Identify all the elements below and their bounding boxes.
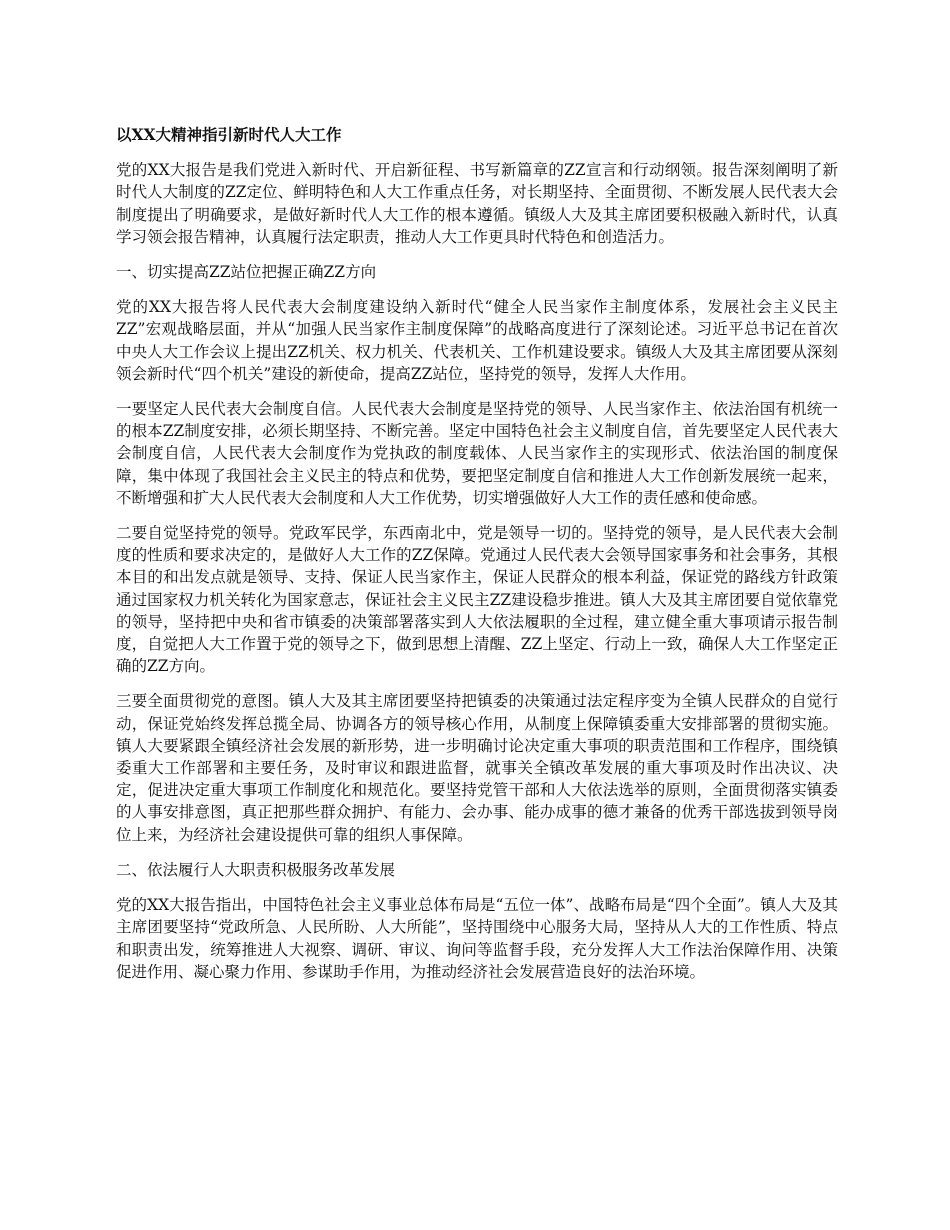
paragraph: 三要全面贯彻党的意图。镇人大及其主席团要坚持把镇委的决策通过法定程序变为全镇人民群众的自觉行动，保证党始终发挥总揽全局、协调各方的领导核心作用，从制度上保障镇委重大安排部署的贯彻实施。镇人大要紧跟全镇经济社会发展的新形势，进一步明确讨论决定重大事项的职责范围和工作程序，围绕镇委重大工作部署和主要任务，及时审议和跟进监督，就事关全镇改革发展的重大事项及时作出决议、决定，促进决定重大事项工作制度化和规范化。要坚持党管干部和人大依法选举的原则，全面贯彻落实镇委的人事安排意图，真正把那些群众拥护、有能力、会办事、能办成事的德才兼备的优秀干部选拔到领导岗位上来，为经济社会建设提供可靠的组织人事保障。 <box>116 692 838 844</box>
intro-paragraph: 党的XX大报告是我们党进入新时代、开启新征程、书写新篇章的ZZ宣言和行动纲领。报告深刻阐明了新时代人大制度的ZZ定位、鲜明特色和人大工作重点任务，对长期坚持、全面贯彻、不断发展人民代表大会制度提出了明确要求，是做好新时代人大工作的根本遵循。镇级人大及其主席团要积极融入新时代，认真学习领会报告精神，认真履行法定职责，推动人大工作更具时代特色和创造活力。 <box>116 161 838 246</box>
paragraph: 党的XX大报告将人民代表大会制度建设纳入新时代“健全人民当家作主制度体系，发展社会主义民主ZZ”宏观战略层面，并从“加强人民当家作主制度保障”的战略高度进行了深刻论述。习近平总书记在首次中央人大工作会议上提出ZZ机关、权力机关、代表机关、工作机建设要求。镇级人大及其主席团要从深刻领会新时代“四个机关”建设的新使命，提高ZZ站位，坚持党的领导，发挥人大作用。 <box>116 298 838 383</box>
paragraph: 二要自觉坚持党的领导。党政军民学，东西南北中，党是领导一切的。坚持党的领导，是人民代表大会制度的性质和要求决定的，是做好人大工作的ZZ保障。党通过人民代表大会领导国家事务和社会事务，其根本目的和出发点就是领导、支持、保证人民当家作主，保证人民群众的根本利益，保证党的路线方针政策通过国家权力机关转化为国家意志，保证社会主义民主ZZ建设稳步推进。镇人大及其主席团要自觉依靠党的领导，坚持把中央和省市镇委的决策部署落实到人大依法履职的全过程，建立健全重大事项请示报告制度，自觉把人大工作置于党的领导之下，做到思想上清醒、ZZ上坚定、行动上一致，确保人大工作坚定正确的ZZ方向。 <box>116 524 838 676</box>
section-heading-1: 一、切实提高ZZ站位把握正确ZZ方向 <box>116 263 377 282</box>
document-title: 以XX大精神指引新时代人大工作 <box>116 125 342 144</box>
document-body <box>116 124 838 996</box>
paragraph: 一要坚定人民代表大会制度自信。人民代表大会制度是坚持党的领导、人民当家作主、依法治国有机统一的根本ZZ制度安排，必须长期坚持、不断完善。坚定中国特色社会主义制度自信，首先要坚定人民代表大会制度自信，人民代表大会制度作为党执政的制度载体、人民当家作主的实现形式、依法治国的制度保障，集中体现了我国社会主义民主的特点和优势，要把坚定制度自信和推进人大工作创新发展统一起来，不断增强和扩大人民代表大会制度和人大工作优势，切实增强做好人大工作的责任感和使命感。 <box>116 400 838 507</box>
section-heading-2: 二、依法履行人大职责积极服务改革发展 <box>116 860 396 879</box>
paragraph: 党的XX大报告指出，中国特色社会主义事业总体布局是“五位一体”、战略布局是“四个全面”。镇人大及其主席团要坚持“党政所急、人民所盼、人大所能”，坚持围绕中心服务大局，坚持从人大的工作性质、特点和职责出发，统筹推进人大视察、调研、审议、询问等监督手段，充分发挥人大工作法治保障作用、决策促进作用、凝心聚力作用、参谋助手作用，为推动经济社会发展营造良好的法治环境。 <box>116 896 838 981</box>
